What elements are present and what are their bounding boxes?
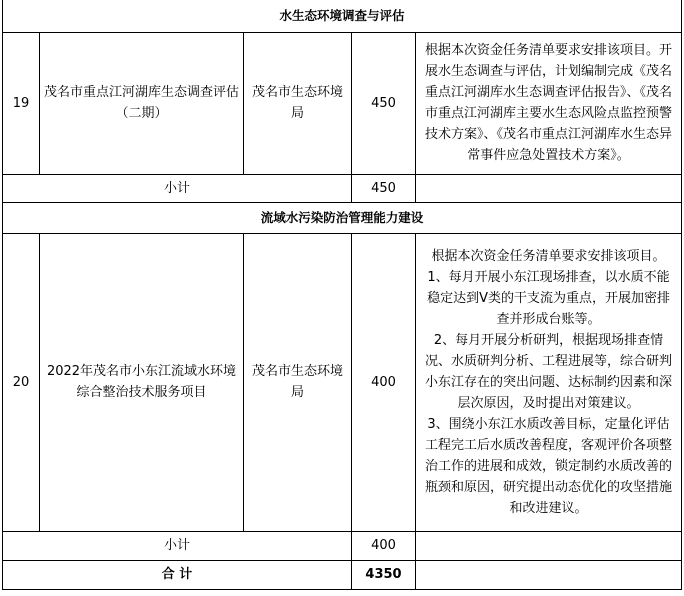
responsible-unit: 茂名市生态环境局 xyxy=(244,233,352,531)
description-paragraph: 根据本次资金任务清单要求安排该项目。开展水生态调查与评估，计划编制完成《茂名重点江河湖库水生态调查评估报告》、《茂名市重点江河湖库主要水生态风险点监控预警技术方案》、《茂名市重点江河湖库水生态异常事件应急处置技术方案》。 xyxy=(425,43,673,163)
total-row xyxy=(3,560,682,589)
row-number: 19 xyxy=(3,32,40,174)
section-header-row xyxy=(3,202,682,233)
subtotal-amount: 400 xyxy=(352,531,416,560)
description-paragraph: 3、围绕小东江水质改善目标，定量化评估工程完工后水质改善程度，客观评价各项整治工作的进展和成效，锁定制约水质改善的瓶颈和原因，研究提出动态优化的攻坚措施和改进建议。 xyxy=(425,416,673,516)
amount: 450 xyxy=(352,32,416,174)
project-name: 茂名市重点江河湖库生态调查评估（二期） xyxy=(40,32,244,174)
subtotal-label: 小计 xyxy=(3,174,352,202)
project-description xyxy=(416,32,682,174)
project-name: 2022年茂名市小东江流域水环境综合整治技术服务项目 xyxy=(40,233,244,531)
subtotal-row xyxy=(3,531,682,560)
amount: 400 xyxy=(352,233,416,531)
table-row xyxy=(3,32,682,174)
responsible-unit: 茂名市生态环境局 xyxy=(244,32,352,174)
subtotal-label: 小计 xyxy=(3,531,352,560)
section-title: 水生态环境调查与评估 xyxy=(3,0,682,32)
subtotal-amount: 450 xyxy=(352,174,416,202)
subtotal-blank xyxy=(416,174,682,202)
total-label: 合 计 xyxy=(3,560,352,589)
section-header-row xyxy=(3,0,682,32)
table-row xyxy=(3,233,682,531)
description-paragraph: 根据本次资金任务清单要求安排该项目。 xyxy=(431,248,666,264)
section-title: 流域水污染防治管理能力建设 xyxy=(3,202,682,233)
description-paragraph: 2、每月开展分析研判，根据现场排查情况、水质研判分析、工程进展等，综合研判小东江存在的突出问题、达标制约因素和深层次原因，及时提出对策建议。 xyxy=(425,332,673,411)
budget-table xyxy=(2,0,682,590)
row-number: 20 xyxy=(3,233,40,531)
total-amount: 4350 xyxy=(352,560,416,589)
total-blank xyxy=(416,560,682,589)
description-paragraph: 1、每月开展小东江现场排查，以水质不能稳定达到V类的干支流为重点，开展加密排查并形成台账等。 xyxy=(427,269,670,327)
project-description xyxy=(416,233,682,531)
subtotal-row xyxy=(3,174,682,202)
subtotal-blank xyxy=(416,531,682,560)
